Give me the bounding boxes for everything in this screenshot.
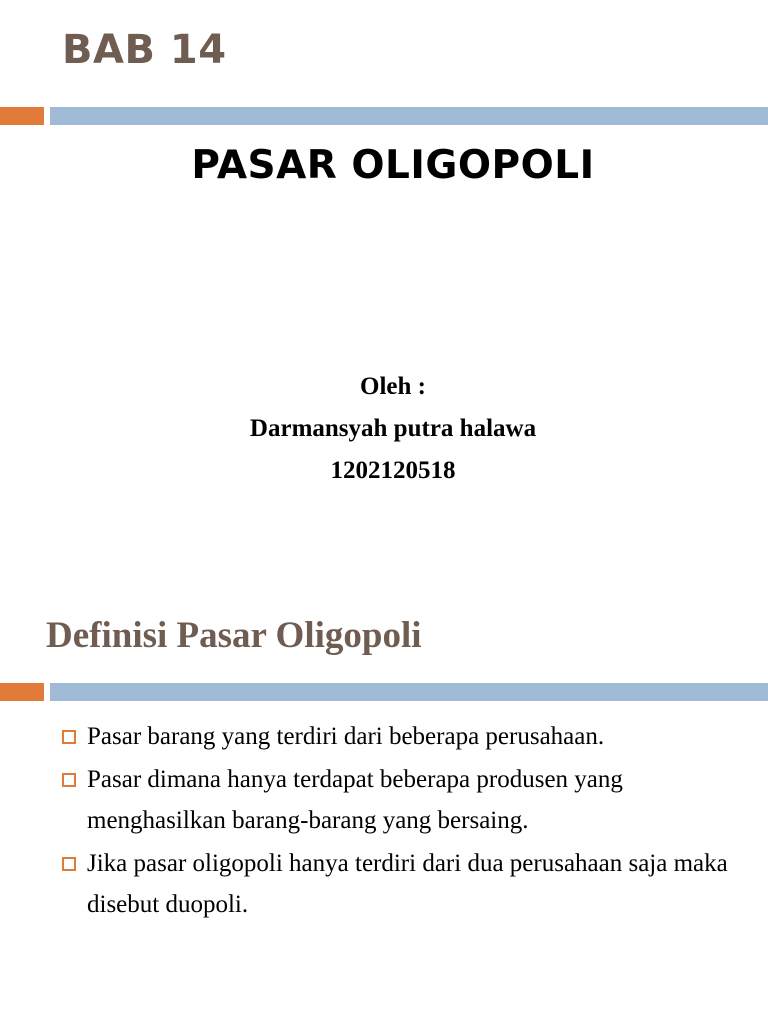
bullet-item — [62, 843, 752, 925]
author-name: Darmansyah putra halawa — [249, 415, 537, 442]
slide-definition — [0, 596, 768, 1024]
divider-accent-orange — [0, 107, 44, 125]
hollow-square-icon — [62, 773, 76, 787]
slide-title: Definisi Pasar Oligopoli — [46, 615, 422, 656]
bullet-text: Pasar barang yang terdiri dari beberapa perusahaan. — [87, 723, 605, 750]
author-block — [0, 366, 768, 492]
bullet-text: Pasar dimana hanya terdapat beberapa produsen yang menghasilkan barang-barang yang bersaing. — [87, 766, 623, 834]
title-divider — [0, 107, 768, 125]
title-divider — [0, 683, 768, 701]
slide-subtitle: PASAR OLIGOPOLI — [191, 143, 595, 188]
slide-title: BAB 14 — [62, 27, 227, 73]
divider-accent-blue — [50, 107, 768, 125]
author-label: Oleh : — [360, 373, 426, 400]
bullet-item — [62, 716, 752, 757]
hollow-square-icon — [62, 730, 76, 744]
bullet-text: Jika pasar oligopoli hanya terdiri dari dua perusahaan saja maka disebut duopoli. — [87, 850, 728, 918]
divider-accent-blue — [50, 683, 768, 701]
author-id: 1202120518 — [330, 457, 456, 484]
divider-accent-orange — [0, 683, 44, 701]
bullet-item — [62, 759, 752, 841]
hollow-square-icon — [62, 857, 76, 871]
bullet-list — [62, 716, 752, 927]
